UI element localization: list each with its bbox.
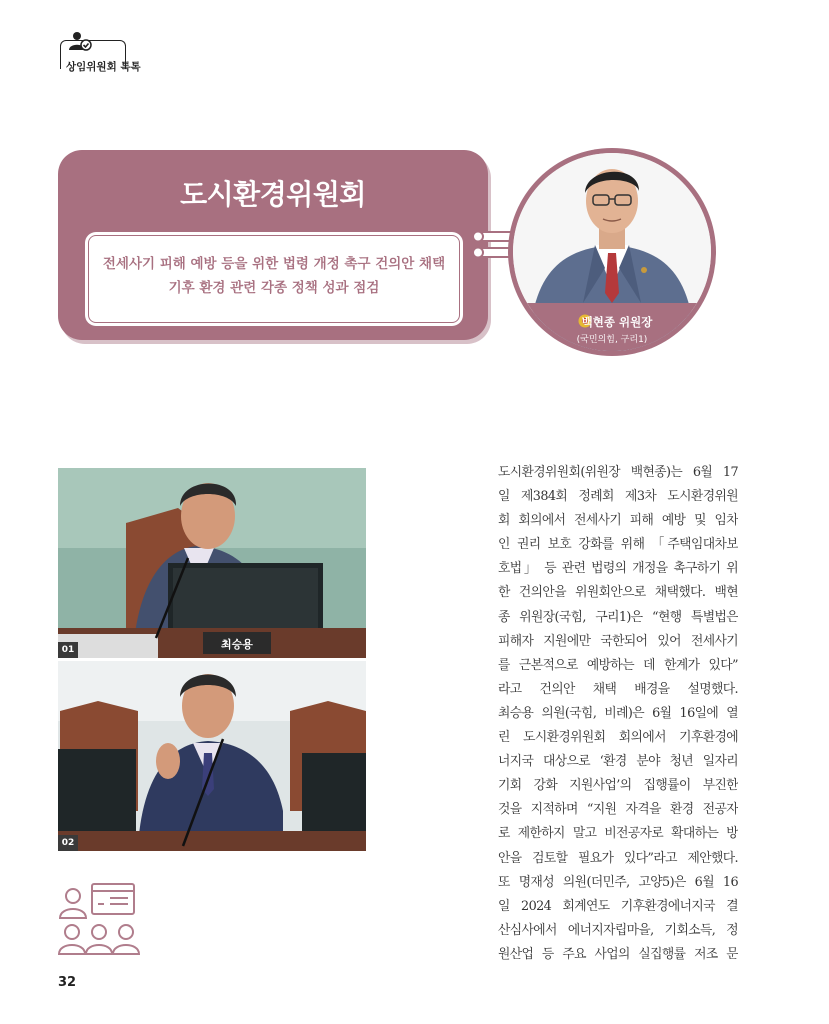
body-line: 일 제384회 정례회 제3차 도시환경위원 (498, 489, 738, 505)
person-check-icon (68, 30, 92, 52)
body-line: 로 제한하지 말고 비전공자로 확대하는 방 (498, 826, 738, 842)
section-label: 상임위원회 톡톡 (66, 61, 141, 73)
body-line: 한 건의안을 위원회안으로 채택했다. 백현 (498, 585, 738, 601)
chair-name: 백현종 위원장 (581, 315, 653, 329)
body-line: 를 근본적으로 예방하는 데 한계가 있다” (498, 657, 738, 673)
meeting-people-icon (58, 880, 140, 956)
summary-box (88, 235, 460, 323)
committee-title: 도시환경위원회 (180, 178, 366, 211)
body-line: 라고 건의안 채택 배경을 설명했다. (498, 681, 738, 697)
photo-02 (58, 661, 366, 851)
body-line: 호법」 등 관련 법령의 개정을 촉구하기 위 (498, 561, 738, 577)
photo-01 (58, 468, 366, 658)
chair-party: (국민의힘, 구리1) (576, 335, 648, 345)
body-line: 또 명재성 의원(더민주, 고양5)은 6월 16 (498, 874, 738, 890)
summary-line: 전세사기 피해 예방 등을 위한 법령 개정 촉구 건의안 채택 (102, 256, 446, 272)
body-line: 일 2024 회계연도 기후환경에너지국 결 (498, 898, 738, 914)
photo-tag: 02 (58, 835, 78, 851)
body-line: 인 권리 보호 강화를 위해 「주택임대차보 (498, 537, 738, 553)
body-line: 회 회의에서 전세사기 피해 예방 및 임차 (498, 513, 738, 529)
page-number: 32 (58, 975, 77, 990)
article-body (498, 461, 738, 967)
body-line: 원산업 등 주요 사업의 실집행률 저조 문 (498, 946, 738, 962)
body-line: 산심사에서 에너지자립마을, 기회소득, 정 (498, 922, 738, 938)
body-line: 피해자 지원에만 국한되어 있어 전세사기 (498, 633, 738, 649)
photo-tag: 01 (58, 642, 78, 658)
body-line: 것을 지적하며 “지원 자격을 환경 전공자 (498, 802, 738, 818)
body-line: 종 위원장(국힘, 구리1)은 “현행 특별법은 (498, 609, 738, 625)
body-line: 도시환경위원회(위원장 백현종)는 6월 17 (498, 465, 738, 480)
body-line: 최승용 의원(국힘, 비례)은 6월 16일에 열 (498, 705, 738, 721)
body-line: 안을 검토할 필요가 있다”라고 제안했다. (498, 850, 738, 866)
summary-line: 기후 환경 관련 각종 정책 성과 점검 (168, 280, 380, 296)
body-line: 너지국 대상으로 ‘환경 분야 청년 일자리 (498, 754, 738, 770)
nameplate: 최승용 (221, 638, 253, 651)
body-line: 기회 강화 지원사업’의 집행률이 부진한 (498, 778, 738, 794)
body-line: 린 도시환경위원회 회의에서 기후환경에 (498, 730, 738, 746)
